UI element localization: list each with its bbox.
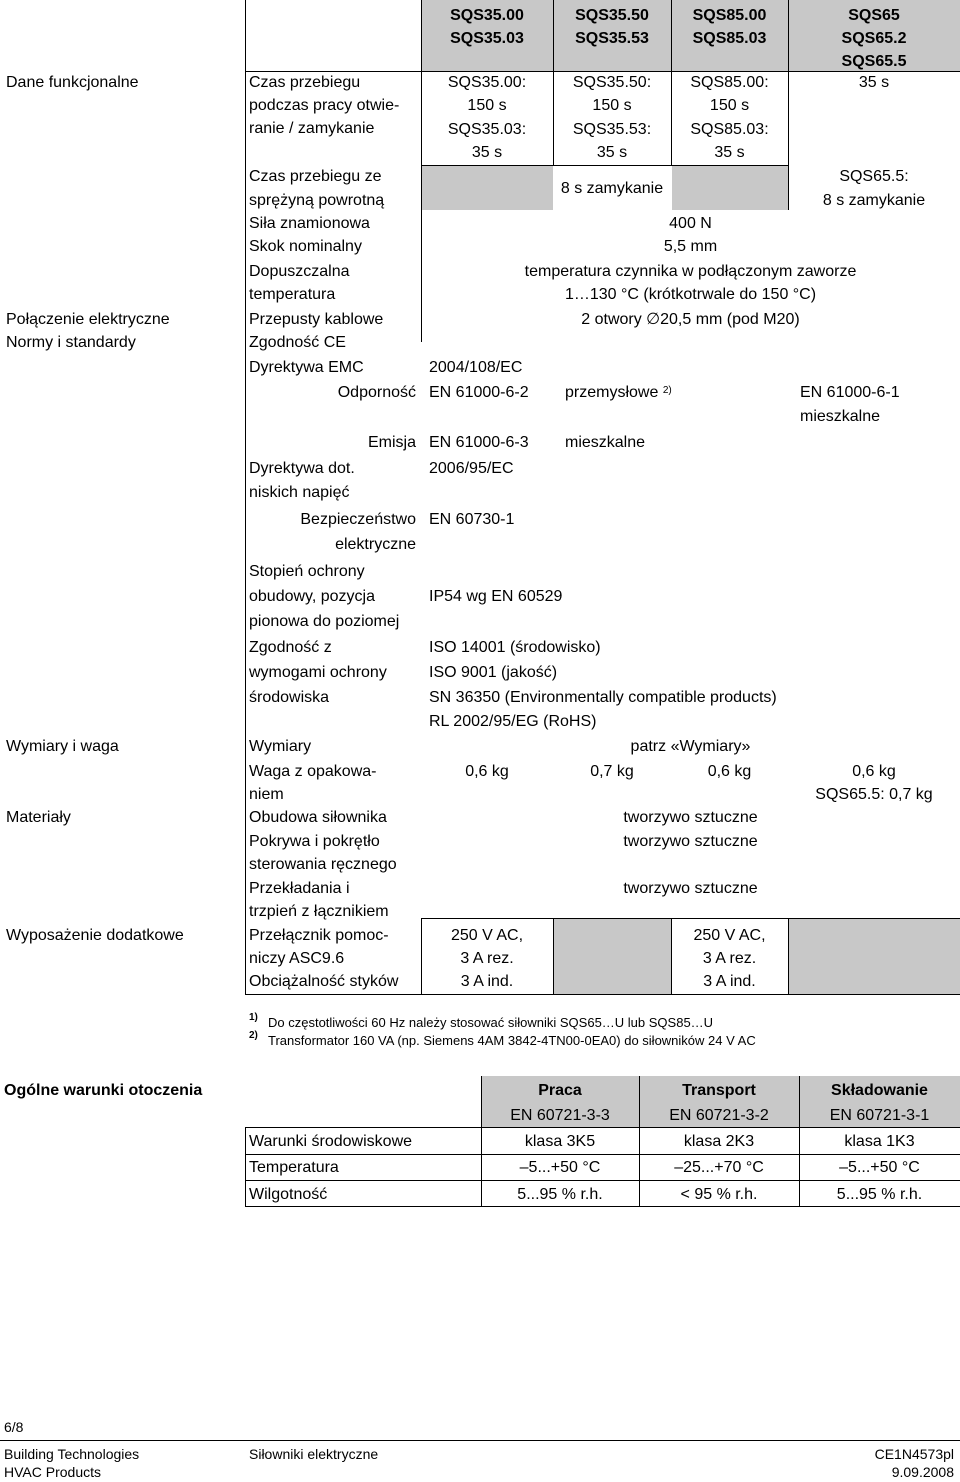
safety-label-1: Bezpieczeństwo (300, 511, 416, 528)
runtime-col3-1: SQS85.00: (690, 74, 769, 91)
weight-col2: 0,7 kg (590, 763, 634, 780)
weight-label-1: Waga z opakowa- (249, 763, 377, 780)
footer-company-1: Building Technologies (4, 1446, 140, 1462)
gear-label-2: trzpień z łącznikiem (249, 903, 389, 920)
temp-label-2: temperatura (249, 286, 336, 303)
force-label: Siła znamionowa (249, 215, 370, 232)
footnote-1-mark: 1) (249, 1012, 258, 1023)
ambient-header-3-std: EN 60721-3-1 (829, 1107, 930, 1124)
weight-col3: 0,6 kg (707, 763, 752, 780)
ambient-left-border (245, 1127, 246, 1206)
weight-col4-1: 0,6 kg (852, 763, 896, 780)
ambient-row-2-val-1: –5...+50 °C (519, 1159, 601, 1176)
gear-label-1: Przekładania i (249, 880, 350, 897)
section-functional: Dane funkcjonalne (6, 74, 139, 91)
cover-value: tworzywo sztuczne (623, 833, 758, 850)
ip-label-1: Stopień ochrony (249, 563, 365, 580)
ce-label: Zgodność CE (249, 334, 346, 351)
ambient-header-2: Transport (682, 1082, 756, 1099)
model-col3-line1: SQS85.00 (692, 7, 767, 24)
ip-label-2: obudowy, pozycja (249, 588, 375, 605)
cover-label-1: Pokrywa i pokrętło (249, 833, 380, 850)
section-accessories: Wyposażenie dodatkowe (6, 927, 184, 944)
runtime-col3-4: 35 s (714, 144, 745, 161)
runtime-col2-2: 150 s (592, 97, 632, 114)
ambient-header-1: Praca (538, 1082, 582, 1099)
immunity-value: EN 61000-6-2 (429, 384, 529, 401)
weight-col1: 0,6 kg (465, 763, 509, 780)
ambient-row-3-label: Wilgotność (249, 1186, 328, 1203)
model-col4-line2: SQS65.2 (841, 30, 907, 47)
ambient-row-1-val-3: klasa 1K3 (844, 1133, 915, 1150)
spring-col3-gray (672, 166, 788, 210)
runtime-col1-3: SQS35.03: (447, 121, 527, 138)
table-bottom-line (245, 994, 960, 995)
env-value-2: ISO 9001 (jakość) (429, 664, 558, 681)
ambient-row-2-val-2: –25...+70 °C (674, 1159, 764, 1176)
runtime-col4: 35 s (858, 74, 890, 91)
ambient-row-3-val-2: < 95 % r.h. (680, 1186, 758, 1203)
ambient-row-2-val-3: –5...+50 °C (839, 1159, 920, 1176)
immunity-col4-1: EN 61000-6-1 (800, 384, 900, 401)
footnote-2-text: Transformator 160 VA (np. Siemens 4AM 3842-4TN00-0EA0) do siłowników 24 V AC (268, 1033, 756, 1048)
aux-col3-3: 3 A ind. (703, 973, 756, 990)
ip-label-3: pionowa do poziomej (249, 613, 400, 630)
emc-value: 2004/108/EC (429, 359, 523, 376)
runtime-col1-2: 150 s (467, 97, 507, 114)
cover-label-2: sterowania ręcznego (249, 856, 397, 873)
ambient-title: Ogólne warunki otoczenia (4, 1082, 203, 1099)
runtime-col3-2: 150 s (709, 97, 750, 114)
model-col1-line2: SQS35.03 (450, 30, 524, 47)
aux-label-3: Obciążalność styków (249, 973, 399, 990)
footer-date: 9.09.2008 (891, 1464, 954, 1480)
aux-col3-1: 250 V AC, (693, 927, 766, 944)
ambient-row-1-val-1: klasa 3K5 (524, 1133, 596, 1150)
safety-value: EN 60730-1 (429, 511, 515, 528)
table-left-border (245, 0, 246, 994)
section-materials: Materiały (6, 809, 71, 826)
spring-col4-2: 8 s zamykanie (822, 192, 926, 209)
aux-col4-gray (789, 919, 960, 994)
ambient-header-3: Składowanie (831, 1082, 928, 1099)
emc-label: Dyrektywa EMC (249, 359, 364, 376)
runtime-label-2: podczas pracy otwie- (249, 97, 400, 114)
dims-label: Wymiary (249, 738, 312, 755)
aux-col3-2: 3 A rez. (702, 950, 757, 967)
page-number: 6/8 (4, 1419, 24, 1435)
footer-doc-code: CE1N4573pl (874, 1446, 954, 1462)
aux-label-1: Przełącznik pomoc- (249, 927, 389, 944)
dims-value: patrz «Wymiary» (630, 738, 751, 755)
spring-col1-gray (422, 166, 553, 210)
runtime-col2-4: 35 s (596, 144, 628, 161)
spring-label-1: Czas przebiegu ze (249, 168, 382, 185)
env-value-1: ISO 14001 (środowisko) (429, 639, 601, 656)
weight-col4-2: SQS65.5: 0,7 kg (815, 786, 933, 803)
housing-value: tworzywo sztuczne (623, 809, 758, 826)
footnote-1-text: Do częstotliwości 60 Hz należy stosować siłowniki SQS65…U lub SQS85…U (268, 1015, 714, 1030)
immunity-col4-2: mieszkalne (800, 408, 881, 425)
env-value-3: SN 36350 (Environmentally compatible products) (429, 689, 777, 706)
stroke-label: Skok nominalny (249, 238, 362, 255)
ambient-row-line-1 (245, 1154, 960, 1155)
ambient-row-2-label: Temperatura (249, 1159, 339, 1176)
cable-label: Przepusty kablowe (249, 311, 384, 328)
immunity-label: Odporność (337, 384, 416, 401)
footer-product: Siłowniki elektryczne (249, 1446, 379, 1462)
aux-label-2: niczy ASC9.6 (249, 950, 345, 967)
ambient-bottom-line (245, 1206, 960, 1207)
footnote-2-mark: 2) (249, 1030, 258, 1041)
section-electrical: Połączenie elektryczne (6, 311, 170, 328)
runtime-col1-1: SQS35.00: (447, 74, 527, 91)
aux-col1-1: 250 V AC, (450, 927, 524, 944)
aux-col1-2: 3 A rez. (460, 950, 514, 967)
ip-value: IP54 wg EN 60529 (429, 588, 563, 605)
stroke-value: 5,5 mm (663, 238, 718, 255)
section-standards: Normy i standardy (6, 334, 136, 351)
aux-col2-gray (554, 919, 671, 994)
temp-value-1: temperatura czynnika w podłączonym zaworze (524, 263, 857, 280)
footer-line (0, 1440, 960, 1441)
runtime-col2-1: SQS35.50: (572, 74, 652, 91)
emission-type: mieszkalne (565, 434, 646, 451)
immunity-type-text: przemysłowe (565, 384, 659, 401)
gear-value: tworzywo sztuczne (623, 880, 758, 897)
section-dimensions: Wymiary i waga (6, 738, 119, 755)
spring-col4-1: SQS65.5: (839, 168, 909, 185)
ambient-row-3-val-1: 5...95 % r.h. (517, 1186, 603, 1203)
lvd-label-2: niskich napięć (249, 484, 350, 501)
spring-label-2: sprężyną powrotną (249, 192, 385, 209)
model-col3-line2: SQS85.03 (692, 30, 767, 47)
emission-value: EN 61000-6-3 (429, 434, 529, 451)
force-value: 400 N (669, 215, 712, 232)
env-label-3: środowiska (249, 689, 330, 706)
ambient-header-line (245, 1127, 960, 1128)
cable-value: 2 otwory ∅20,5 mm (pod M20) (581, 311, 800, 328)
lvd-label-1: Dyrektywa dot. (249, 460, 355, 477)
model-col4-line1: SQS65 (848, 7, 900, 24)
runtime-label-1: Czas przebiegu (249, 74, 361, 91)
immunity-type (565, 381, 672, 404)
ambient-header-2-std: EN 60721-3-2 (669, 1107, 769, 1124)
emission-label: Emisja (367, 434, 416, 451)
safety-label-2: elektryczne (335, 536, 416, 553)
model-col2-line1: SQS35.50 (575, 7, 649, 24)
env-label-1: Zgodność z (249, 639, 332, 656)
model-col2-line2: SQS35.53 (575, 30, 649, 47)
temp-label-1: Dopuszczalna (249, 263, 350, 280)
runtime-label-3: ranie / zamykanie (249, 120, 375, 137)
ambient-row-line-2 (245, 1180, 960, 1181)
temp-value-2: 1…130 °C (krótkotrwale do 150 °C) (564, 286, 817, 303)
model-col4-line3: SQS65.5 (841, 53, 907, 70)
ambient-row-1-val-2: klasa 2K3 (683, 1133, 755, 1150)
runtime-col3-3: SQS85.03: (690, 121, 769, 138)
ambient-row-1-label: Warunki środowiskowe (249, 1133, 413, 1150)
aux-col1-3: 3 A ind. (460, 973, 514, 990)
runtime-col2-3: SQS35.53: (572, 121, 652, 138)
lvd-value: 2006/95/EC (429, 460, 514, 477)
runtime-col1-4: 35 s (471, 144, 503, 161)
housing-label: Obudowa siłownika (249, 809, 387, 826)
weight-label-2: niem (249, 786, 284, 803)
spring-mid: 8 s zamykanie (560, 180, 664, 197)
env-label-2: wymogami ochrony (249, 664, 387, 681)
model-col1-line1: SQS35.00 (450, 7, 524, 24)
ambient-header-1-std: EN 60721-3-3 (510, 1107, 610, 1124)
ambient-row-3-val-3: 5...95 % r.h. (836, 1186, 923, 1203)
env-value-4: RL 2002/95/EG (RoHS) (429, 713, 597, 730)
footer-company-2: HVAC Products (4, 1464, 101, 1480)
immunity-footnote-ref: 2) (662, 385, 672, 396)
